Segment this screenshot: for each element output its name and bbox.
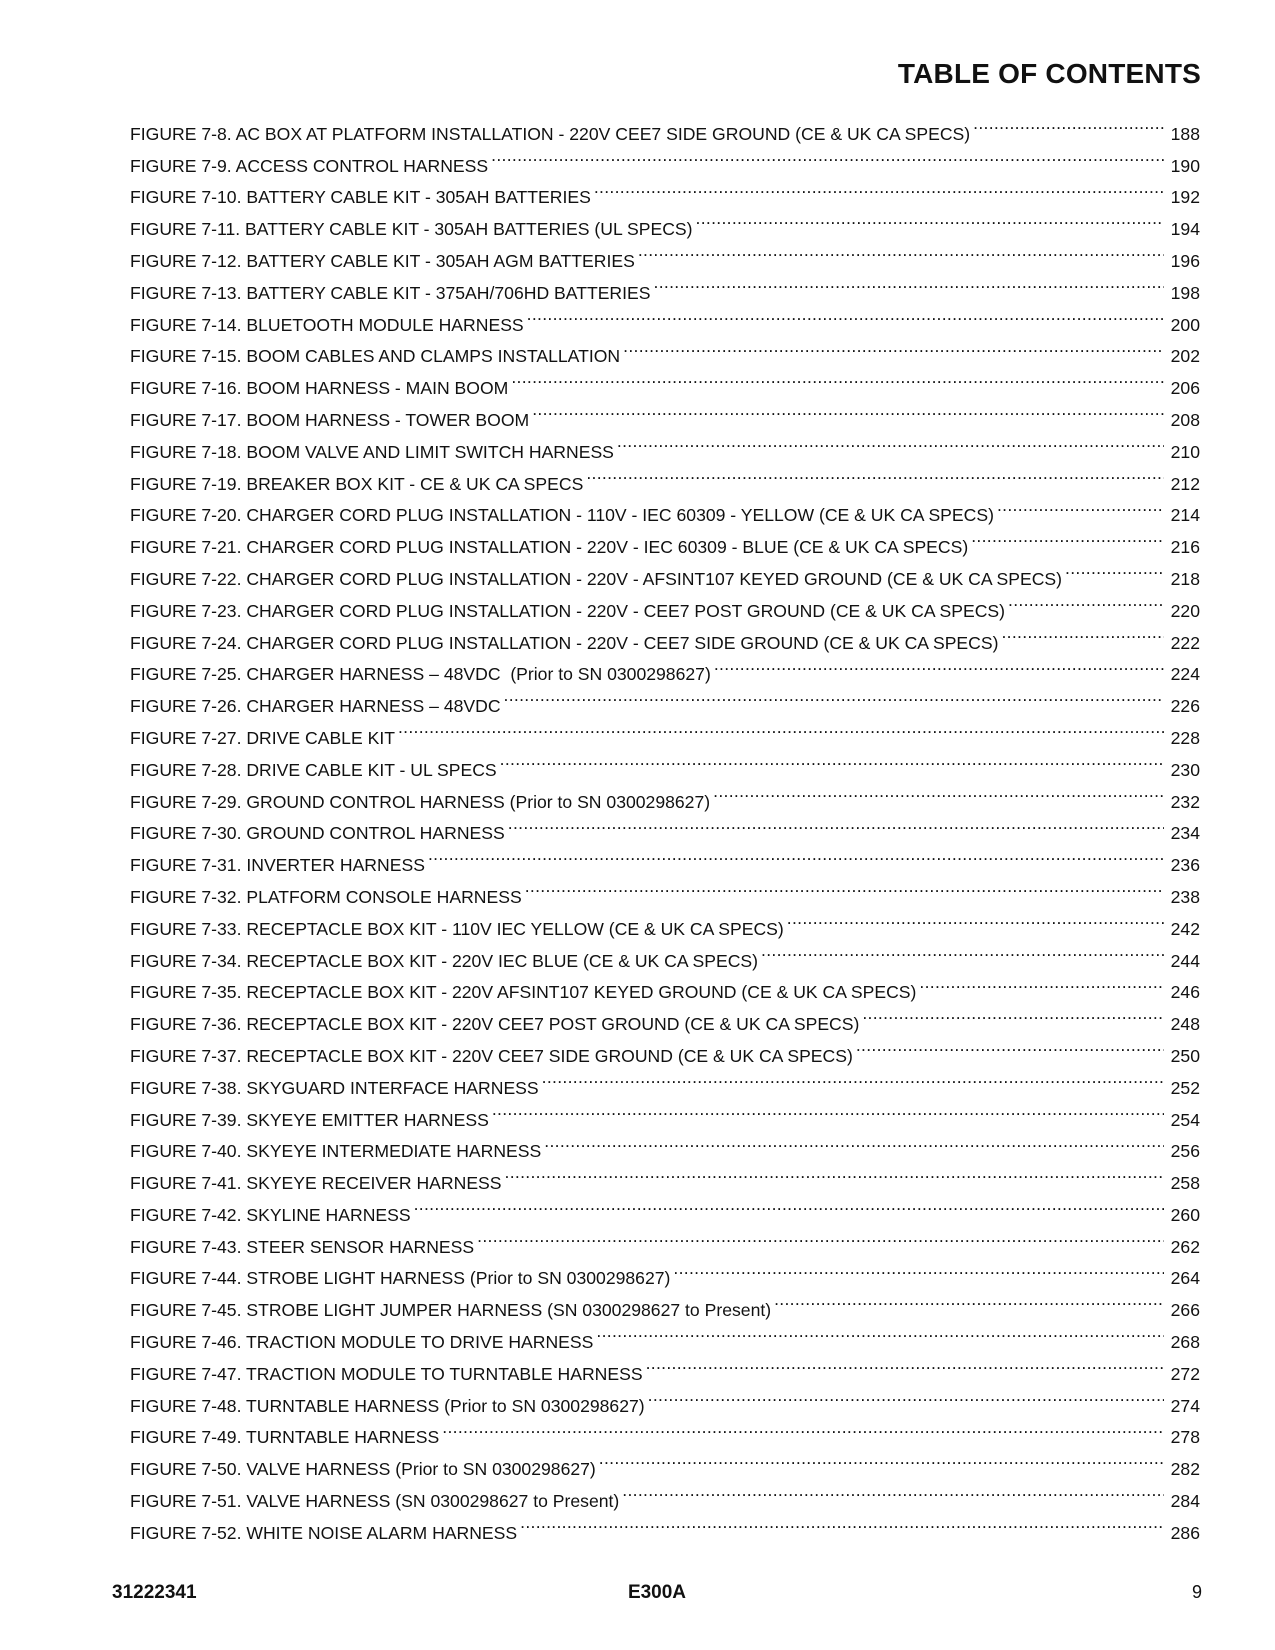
footer-model-name: E300A <box>627 1582 687 1603</box>
page-title: TABLE OF CONTENTS <box>897 58 1201 89</box>
toc-dot-leader <box>1065 553 1164 585</box>
toc-entry-title: FIGURE 7-42. SKYLINE HARNESS <box>130 1204 411 1225</box>
toc-entry[interactable] <box>130 108 1200 144</box>
toc-entry-title: FIGURE 7-41. SKYEYE RECEIVER HARNESS <box>130 1173 502 1194</box>
toc-entry-title: FIGURE 7-25. CHARGER HARNESS – 48VDC (Prior to SN 0300298627) <box>130 664 711 685</box>
toc-entry-page-number: 242 <box>1170 918 1200 939</box>
toc-entry-page-number: 272 <box>1170 1363 1200 1384</box>
toc-dot-leader <box>1001 617 1164 649</box>
toc-dot-leader <box>713 776 1164 808</box>
toc-entry-title: FIGURE 7-33. RECEPTACLE BOX KIT - 110V IEC YELLOW (CE & UK CA SPECS) <box>130 918 784 939</box>
toc-entry-page-number: 216 <box>1170 537 1200 558</box>
footer-page-number: 9 <box>1191 1582 1202 1602</box>
page-footer <box>112 1582 1202 1612</box>
toc-entry-page-number: 252 <box>1170 1077 1200 1098</box>
toc-entry-page-number: 224 <box>1170 664 1200 685</box>
toc-dot-leader <box>761 935 1164 967</box>
toc-entry-page-number: 260 <box>1170 1204 1200 1225</box>
toc-dot-leader <box>542 1062 1164 1094</box>
toc-entry-page-number: 206 <box>1170 378 1200 399</box>
toc-dot-leader <box>622 1475 1164 1507</box>
toc-entry-title: FIGURE 7-43. STEER SENSOR HARNESS <box>130 1236 475 1257</box>
toc-entry-title: FIGURE 7-47. TRACTION MODULE TO TURNTABLE HARNESS <box>130 1363 643 1384</box>
toc-entry-page-number: 218 <box>1170 568 1200 589</box>
toc-entry-title: FIGURE 7-11. BATTERY CABLE KIT - 305AH BATTERIES (UL SPECS) <box>130 219 693 240</box>
toc-entry-title: FIGURE 7-13. BATTERY CABLE KIT - 375AH/706HD BATTERIES <box>130 282 651 303</box>
toc-entry-page-number: 212 <box>1170 473 1200 494</box>
toc-entry-page-number: 198 <box>1170 282 1200 303</box>
toc-entry-title: FIGURE 7-18. BOOM VALVE AND LIMIT SWITCH HARNESS <box>130 441 614 462</box>
toc-dot-leader <box>654 267 1165 299</box>
toc-entry-title: FIGURE 7-49. TURNTABLE HARNESS <box>130 1427 440 1448</box>
toc-entry-title: FIGURE 7-24. CHARGER CORD PLUG INSTALLATION - 220V - CEE7 SIDE GROUND (CE & UK CA SPECS) <box>130 632 999 653</box>
toc-entry-page-number: 268 <box>1170 1332 1200 1353</box>
toc-entry-title: FIGURE 7-9. ACCESS CONTROL HARNESS <box>130 155 489 176</box>
toc-entry-page-number: 208 <box>1170 409 1200 430</box>
toc-entry-page-number: 214 <box>1170 505 1200 526</box>
toc-dot-leader <box>544 1126 1164 1158</box>
toc-entry-page-number: 266 <box>1170 1300 1200 1321</box>
toc-entry-page-number: 202 <box>1170 346 1200 367</box>
toc-entry-page-number: 256 <box>1170 1141 1200 1162</box>
toc-dot-leader <box>856 1030 1164 1062</box>
toc-entry-title: FIGURE 7-29. GROUND CONTROL HARNESS (Prior to SN 0300298627) <box>130 791 711 812</box>
toc-dot-leader <box>1008 585 1164 617</box>
toc-entry-page-number: 278 <box>1170 1427 1200 1448</box>
toc-entry-page-number: 210 <box>1170 441 1200 462</box>
toc-entry-title: FIGURE 7-30. GROUND CONTROL HARNESS <box>130 823 505 844</box>
toc-entry-title: FIGURE 7-8. AC BOX AT PLATFORM INSTALLATION - 220V CEE7 SIDE GROUND (CE & UK CA SPECS) <box>130 123 971 144</box>
toc-dot-leader <box>508 808 1164 840</box>
toc-entry-page-number: 190 <box>1170 155 1200 176</box>
toc-entry-title: FIGURE 7-26. CHARGER HARNESS – 48VDC <box>130 696 501 717</box>
toc-entry-title: FIGURE 7-17. BOOM HARNESS - TOWER BOOM <box>130 409 530 430</box>
toc-entry-title: FIGURE 7-22. CHARGER CORD PLUG INSTALLATION - 220V - AFSINT107 KEYED GROUND (CE & UK CA SPECS) <box>130 568 1063 589</box>
toc-dot-leader <box>525 871 1164 903</box>
toc-dot-leader <box>973 108 1164 140</box>
footer-document-number: 31222341 <box>112 1582 197 1603</box>
toc-entry-page-number: 228 <box>1170 727 1200 748</box>
toc-dot-leader <box>532 394 1164 426</box>
toc-entry-page-number: 274 <box>1170 1395 1200 1416</box>
toc-entry-title: FIGURE 7-35. RECEPTACLE BOX KIT - 220V AFSINT107 KEYED GROUND (CE & UK CA SPECS) <box>130 982 917 1003</box>
toc-dot-leader <box>638 235 1164 267</box>
toc-entry-title: FIGURE 7-19. BREAKER BOX KIT - CE & UK CA SPECS <box>130 473 584 494</box>
toc-entry-page-number: 200 <box>1170 314 1200 335</box>
toc-entry-page-number: 284 <box>1170 1491 1200 1512</box>
toc-dot-leader <box>696 203 1164 235</box>
toc-dot-leader <box>428 839 1164 871</box>
toc-dot-leader <box>919 967 1164 999</box>
toc-entry-title: FIGURE 7-39. SKYEYE EMITTER HARNESS <box>130 1109 489 1130</box>
toc-entry-title: FIGURE 7-38. SKYGUARD INTERFACE HARNESS <box>130 1077 539 1098</box>
toc-dot-leader <box>774 1284 1164 1316</box>
toc-entry-page-number: 234 <box>1170 823 1200 844</box>
toc-entry-title: FIGURE 7-34. RECEPTACLE BOX KIT - 220V IEC BLUE (CE & UK CA SPECS) <box>130 950 759 971</box>
toc-dot-leader <box>599 1443 1164 1475</box>
toc-entry-page-number: 254 <box>1170 1109 1200 1130</box>
toc-entry-title: FIGURE 7-10. BATTERY CABLE KIT - 305AH BATTERIES <box>130 187 591 208</box>
toc-entry-page-number: 196 <box>1170 250 1200 271</box>
toc-entry-title: FIGURE 7-16. BOOM HARNESS - MAIN BOOM <box>130 378 509 399</box>
toc-entry-title: FIGURE 7-44. STROBE LIGHT HARNESS (Prior to SN 0300298627) <box>130 1268 671 1289</box>
toc-dot-leader <box>491 140 1164 172</box>
toc-entry-page-number: 250 <box>1170 1045 1200 1066</box>
toc-dot-leader <box>646 1348 1164 1380</box>
toc-dot-leader <box>586 458 1164 490</box>
toc-dot-leader <box>500 744 1164 776</box>
toc-entry-title: FIGURE 7-12. BATTERY CABLE KIT - 305AH AGM BATTERIES <box>130 250 635 271</box>
toc-entry-page-number: 246 <box>1170 982 1200 1003</box>
toc-entry-title: FIGURE 7-28. DRIVE CABLE KIT - UL SPECS <box>130 759 497 780</box>
toc-dot-leader <box>504 680 1164 712</box>
toc-entry-page-number: 244 <box>1170 950 1200 971</box>
toc-dot-leader <box>617 426 1164 458</box>
toc-dot-leader <box>477 1221 1164 1253</box>
toc-entry-title: FIGURE 7-48. TURNTABLE HARNESS (Prior to SN 0300298627) <box>130 1395 645 1416</box>
toc-dot-leader <box>594 172 1164 204</box>
toc-entry-title: FIGURE 7-52. WHITE NOISE ALARM HARNESS <box>130 1522 518 1543</box>
toc-dot-leader <box>511 362 1164 394</box>
toc-entry-page-number: 262 <box>1170 1236 1200 1257</box>
toc-entry-title: FIGURE 7-32. PLATFORM CONSOLE HARNESS <box>130 886 522 907</box>
toc-entry-page-number: 282 <box>1170 1459 1200 1480</box>
toc-dot-leader <box>997 490 1164 522</box>
toc-entry-page-number: 248 <box>1170 1014 1200 1035</box>
toc-entry-page-number: 192 <box>1170 187 1200 208</box>
toc-dot-leader <box>414 1189 1164 1221</box>
toc-entry-page-number: 188 <box>1170 123 1200 144</box>
toc-entry-title: FIGURE 7-51. VALVE HARNESS (SN 0300298627 to Present) <box>130 1491 620 1512</box>
toc-dot-leader <box>623 331 1164 363</box>
toc-entry-title: FIGURE 7-27. DRIVE CABLE KIT <box>130 727 395 748</box>
toc-dot-leader <box>971 521 1164 553</box>
toc-dot-leader <box>527 299 1164 331</box>
table-of-contents-list <box>130 108 1200 1543</box>
toc-entry-page-number: 286 <box>1170 1522 1200 1543</box>
toc-entry-page-number: 264 <box>1170 1268 1200 1289</box>
toc-dot-leader <box>505 1157 1164 1189</box>
toc-entry-page-number: 220 <box>1170 600 1200 621</box>
toc-dot-leader <box>398 712 1164 744</box>
toc-entry-page-number: 194 <box>1170 219 1200 240</box>
toc-entry-page-number: 222 <box>1170 632 1200 653</box>
toc-entry-title: FIGURE 7-20. CHARGER CORD PLUG INSTALLATION - 110V - IEC 60309 - YELLOW (CE & UK CA SPECS) <box>130 505 994 526</box>
toc-entry-title: FIGURE 7-50. VALVE HARNESS (Prior to SN 0300298627) <box>130 1459 596 1480</box>
toc-entry-title: FIGURE 7-31. INVERTER HARNESS <box>130 855 425 876</box>
toc-entry-title: FIGURE 7-21. CHARGER CORD PLUG INSTALLATION - 220V - IEC 60309 - BLUE (CE & UK CA SPECS) <box>130 537 969 558</box>
toc-dot-leader <box>673 1253 1164 1285</box>
toc-entry-title: FIGURE 7-23. CHARGER CORD PLUG INSTALLATION - 220V - CEE7 POST GROUND (CE & UK CA SPECS) <box>130 600 1005 621</box>
toc-entry-title: FIGURE 7-45. STROBE LIGHT JUMPER HARNESS (SN 0300298627 to Present) <box>130 1300 772 1321</box>
toc-dot-leader <box>714 649 1164 681</box>
toc-dot-leader <box>862 998 1164 1030</box>
toc-entry-title: FIGURE 7-40. SKYEYE INTERMEDIATE HARNESS <box>130 1141 542 1162</box>
toc-dot-leader <box>648 1380 1164 1412</box>
toc-entry-page-number: 230 <box>1170 759 1200 780</box>
toc-entry-page-number: 236 <box>1170 855 1200 876</box>
toc-entry-title: FIGURE 7-36. RECEPTACLE BOX KIT - 220V CEE7 POST GROUND (CE & UK CA SPECS) <box>130 1014 860 1035</box>
toc-dot-leader <box>442 1412 1164 1444</box>
toc-entry-page-number: 226 <box>1170 696 1200 717</box>
toc-dot-leader <box>596 1316 1164 1348</box>
toc-entry-page-number: 238 <box>1170 886 1200 907</box>
toc-entry-page-number: 232 <box>1170 791 1200 812</box>
toc-entry-title: FIGURE 7-14. BLUETOOTH MODULE HARNESS <box>130 314 524 335</box>
toc-entry-title: FIGURE 7-46. TRACTION MODULE TO DRIVE HARNESS <box>130 1332 594 1353</box>
toc-entry-title: FIGURE 7-37. RECEPTACLE BOX KIT - 220V CEE7 SIDE GROUND (CE & UK CA SPECS) <box>130 1045 853 1066</box>
toc-entry-page-number: 258 <box>1170 1173 1200 1194</box>
toc-dot-leader <box>492 1094 1164 1126</box>
toc-dot-leader <box>520 1507 1164 1539</box>
toc-entry-title: FIGURE 7-15. BOOM CABLES AND CLAMPS INSTALLATION <box>130 346 621 367</box>
toc-dot-leader <box>787 903 1164 935</box>
